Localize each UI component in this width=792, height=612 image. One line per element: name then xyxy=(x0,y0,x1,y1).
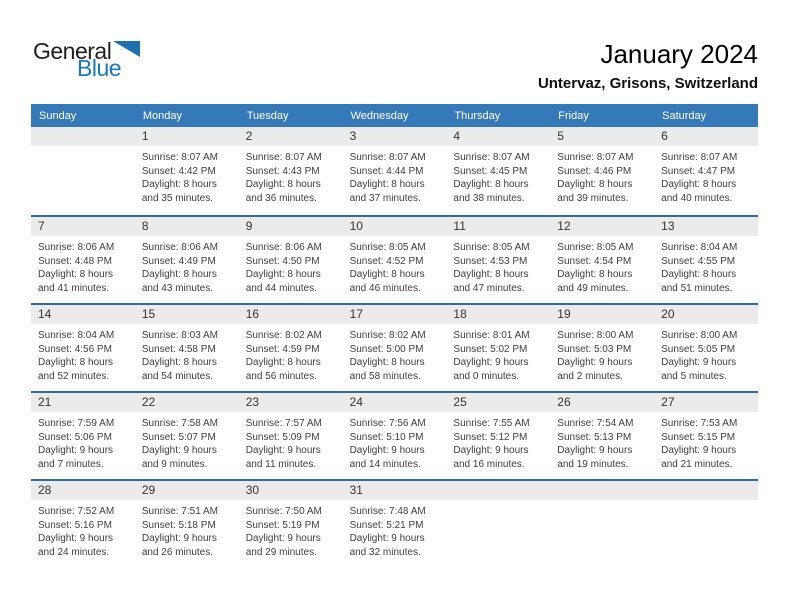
sunrise-line: Sunrise: 8:03 AM xyxy=(141,330,218,341)
daylight-line-1: Daylight: 8 hours xyxy=(245,179,321,190)
day-cell xyxy=(239,393,343,479)
daylight-line-2: and 54 minutes. xyxy=(141,370,214,382)
day-number: 23 xyxy=(239,393,343,412)
sunset-line: Sunset: 5:03 PM xyxy=(557,343,632,355)
day-details xyxy=(239,324,343,383)
day-details xyxy=(31,324,135,383)
weekday-header-row xyxy=(31,104,758,127)
day-cell xyxy=(654,217,758,303)
daylight-line-2: and 35 minutes. xyxy=(141,192,214,204)
sunrise-line: Sunrise: 7:52 AM xyxy=(38,506,115,517)
day-cell xyxy=(550,127,654,215)
week-row xyxy=(31,391,758,479)
daylight-line-1: Daylight: 8 hours xyxy=(453,269,529,280)
day-details xyxy=(135,324,239,383)
sunrise-line: Sunrise: 7:48 AM xyxy=(349,506,426,517)
daylight-line-2: and 7 minutes. xyxy=(38,458,104,470)
daylight-line-1: Daylight: 8 hours xyxy=(349,179,425,190)
title-block xyxy=(538,40,758,92)
daylight-line-2: and 26 minutes. xyxy=(141,546,214,558)
day-cell xyxy=(31,393,135,479)
day-details xyxy=(343,146,447,205)
day-number: 3 xyxy=(343,127,447,146)
sunset-line: Sunset: 4:53 PM xyxy=(453,255,528,267)
sunrise-line: Sunrise: 7:59 AM xyxy=(38,418,115,429)
daylight-line-1: Daylight: 9 hours xyxy=(38,533,114,544)
day-details xyxy=(239,236,343,295)
sunrise-line: Sunrise: 8:02 AM xyxy=(349,330,426,341)
location-subtitle: Untervaz, Grisons, Switzerland xyxy=(537,75,758,92)
sunset-line: Sunset: 5:00 PM xyxy=(349,343,424,355)
daylight-line-2: and 51 minutes. xyxy=(661,282,733,294)
sunrise-line: Sunrise: 8:07 AM xyxy=(661,152,738,163)
daylight-line-2: and 32 minutes. xyxy=(349,546,421,558)
daylight-line-2: and 16 minutes. xyxy=(453,458,525,470)
sunrise-line: Sunrise: 8:07 AM xyxy=(557,152,634,163)
sunrise-line: Sunrise: 8:05 AM xyxy=(557,242,634,253)
daylight-line-1: Daylight: 8 hours xyxy=(141,269,217,280)
day-details xyxy=(550,146,654,205)
daylight-line-1: Daylight: 8 hours xyxy=(38,357,114,368)
sunrise-line: Sunrise: 7:54 AM xyxy=(557,418,634,429)
day-details xyxy=(654,146,758,205)
daylight-line-1: Daylight: 9 hours xyxy=(453,445,529,456)
day-cell xyxy=(239,481,343,567)
sunrise-line: Sunrise: 7:57 AM xyxy=(245,418,322,429)
daylight-line-2: and 14 minutes. xyxy=(349,458,421,470)
sunrise-line: Sunrise: 8:00 AM xyxy=(557,330,634,341)
day-cell xyxy=(343,481,447,567)
sunrise-line: Sunrise: 8:06 AM xyxy=(245,242,322,253)
day-details xyxy=(239,500,343,559)
daylight-line-1: Daylight: 9 hours xyxy=(38,445,114,456)
day-cell xyxy=(239,127,343,215)
empty-day-cell xyxy=(654,481,758,567)
day-cell xyxy=(550,305,654,391)
weekday-header-saturday: Saturday xyxy=(662,109,707,122)
sunset-line: Sunset: 4:55 PM xyxy=(661,255,736,267)
day-number: 19 xyxy=(550,305,654,324)
sunset-line: Sunset: 4:58 PM xyxy=(141,343,216,355)
sunrise-line: Sunrise: 8:07 AM xyxy=(349,152,426,163)
sunset-line: Sunset: 4:52 PM xyxy=(349,255,424,267)
day-number: 30 xyxy=(239,481,343,500)
general-blue-logo xyxy=(33,38,140,81)
day-number: 4 xyxy=(446,127,550,146)
day-cell xyxy=(654,305,758,391)
daylight-line-2: and 39 minutes. xyxy=(557,192,629,204)
sunrise-line: Sunrise: 7:53 AM xyxy=(661,418,738,429)
day-details xyxy=(654,236,758,295)
sunrise-line: Sunrise: 7:58 AM xyxy=(141,418,218,429)
sunset-line: Sunset: 4:46 PM xyxy=(557,165,632,177)
logo-general-text: General xyxy=(33,38,112,64)
daylight-line-2: and 38 minutes. xyxy=(453,192,525,204)
daylight-line-2: and 9 minutes. xyxy=(141,458,208,470)
day-cell xyxy=(654,393,758,479)
sunrise-line: Sunrise: 8:07 AM xyxy=(453,152,530,163)
sunset-line: Sunset: 5:02 PM xyxy=(453,343,528,355)
weekday-header-sunday: Sunday xyxy=(39,109,77,122)
day-details xyxy=(343,236,447,295)
day-cell xyxy=(31,481,135,567)
sunset-line: Sunset: 5:21 PM xyxy=(349,519,424,531)
sunset-line: Sunset: 4:54 PM xyxy=(557,255,632,267)
weekday-header-friday: Friday xyxy=(558,109,589,122)
sunrise-line: Sunrise: 8:04 AM xyxy=(38,330,115,341)
day-cell xyxy=(239,217,343,303)
sunset-line: Sunset: 4:49 PM xyxy=(141,255,216,267)
sunrise-line: Sunrise: 8:01 AM xyxy=(453,330,530,341)
daylight-line-1: Daylight: 9 hours xyxy=(661,357,737,368)
daylight-line-1: Daylight: 8 hours xyxy=(661,179,737,190)
day-cell xyxy=(135,393,239,479)
day-cell xyxy=(31,217,135,303)
day-cell xyxy=(550,217,654,303)
daylight-line-1: Daylight: 8 hours xyxy=(661,269,737,280)
daylight-line-2: and 43 minutes. xyxy=(141,282,214,294)
sunrise-line: Sunrise: 8:06 AM xyxy=(141,242,218,253)
daylight-line-1: Daylight: 8 hours xyxy=(349,357,425,368)
day-cell xyxy=(446,305,550,391)
page-title: January 2024 xyxy=(600,39,758,69)
daylight-line-1: Daylight: 9 hours xyxy=(141,445,217,456)
empty-day-cell xyxy=(31,127,135,215)
day-details xyxy=(135,236,239,295)
day-number: 15 xyxy=(135,305,239,324)
day-number: 14 xyxy=(31,305,135,324)
daylight-line-2: and 47 minutes. xyxy=(453,282,525,294)
daylight-line-2: and 56 minutes. xyxy=(245,370,317,382)
day-details xyxy=(135,500,239,559)
day-number: 20 xyxy=(654,305,758,324)
sunrise-line: Sunrise: 7:55 AM xyxy=(453,418,530,429)
day-number: 2 xyxy=(239,127,343,146)
weekday-header-wednesday: Wednesday xyxy=(350,109,409,122)
daylight-line-1: Daylight: 8 hours xyxy=(245,357,321,368)
week-row xyxy=(31,215,758,303)
sunset-line: Sunset: 5:15 PM xyxy=(661,431,736,443)
day-number xyxy=(31,127,135,146)
daylight-line-2: and 41 minutes. xyxy=(38,282,110,294)
daylight-line-2: and 49 minutes. xyxy=(557,282,629,294)
sunset-line: Sunset: 5:13 PM xyxy=(557,431,632,443)
sunrise-line: Sunrise: 8:05 AM xyxy=(349,242,426,253)
day-cell xyxy=(31,305,135,391)
empty-day-cell xyxy=(550,481,654,567)
day-cell xyxy=(654,127,758,215)
daylight-line-2: and 24 minutes. xyxy=(38,546,110,558)
day-details xyxy=(31,412,135,471)
daylight-line-1: Daylight: 9 hours xyxy=(245,445,321,456)
sunset-line: Sunset: 5:18 PM xyxy=(141,519,216,531)
day-number: 27 xyxy=(654,393,758,412)
sunrise-line: Sunrise: 7:51 AM xyxy=(141,506,218,517)
sunrise-line: Sunrise: 7:50 AM xyxy=(245,506,322,517)
day-details xyxy=(550,236,654,295)
day-number: 17 xyxy=(343,305,447,324)
logo-blue-text: Blue xyxy=(77,55,122,81)
sunset-line: Sunset: 4:47 PM xyxy=(661,165,736,177)
daylight-line-1: Daylight: 9 hours xyxy=(349,445,425,456)
day-number xyxy=(446,481,550,500)
daylight-line-2: and 58 minutes. xyxy=(349,370,421,382)
weekday-header-thursday: Thursday xyxy=(454,109,501,122)
sunset-line: Sunset: 4:43 PM xyxy=(245,165,320,177)
daylight-line-2: and 2 minutes. xyxy=(557,370,623,382)
day-number: 11 xyxy=(446,217,550,236)
sunrise-line: Sunrise: 8:06 AM xyxy=(38,242,115,253)
sunrise-line: Sunrise: 8:04 AM xyxy=(661,242,738,253)
daylight-line-2: and 19 minutes. xyxy=(557,458,629,470)
sunset-line: Sunset: 4:48 PM xyxy=(38,255,112,267)
daylight-line-2: and 29 minutes. xyxy=(245,546,317,558)
daylight-line-1: Daylight: 9 hours xyxy=(349,533,425,544)
day-cell xyxy=(343,127,447,215)
sunset-line: Sunset: 5:09 PM xyxy=(245,431,320,443)
day-cell xyxy=(135,305,239,391)
sunset-line: Sunset: 5:19 PM xyxy=(245,519,320,531)
daylight-line-2: and 5 minutes. xyxy=(661,370,727,382)
day-cell xyxy=(343,217,447,303)
daylight-line-2: and 11 minutes. xyxy=(245,458,317,470)
day-details xyxy=(550,412,654,471)
day-details xyxy=(239,146,343,205)
daylight-line-1: Daylight: 9 hours xyxy=(557,357,633,368)
daylight-line-1: Daylight: 8 hours xyxy=(38,269,114,280)
daylight-line-2: and 44 minutes. xyxy=(245,282,317,294)
day-details xyxy=(446,412,550,471)
week-row xyxy=(31,127,758,215)
day-cell xyxy=(239,305,343,391)
daylight-line-1: Daylight: 8 hours xyxy=(557,179,633,190)
day-number: 13 xyxy=(654,217,758,236)
day-cell xyxy=(135,481,239,567)
day-number: 10 xyxy=(343,217,447,236)
daylight-line-1: Daylight: 8 hours xyxy=(245,269,321,280)
day-number: 7 xyxy=(31,217,135,236)
daylight-line-1: Daylight: 8 hours xyxy=(557,269,633,280)
daylight-line-2: and 21 minutes. xyxy=(661,458,733,470)
daylight-line-1: Daylight: 9 hours xyxy=(245,533,321,544)
sunrise-line: Sunrise: 8:02 AM xyxy=(245,330,322,341)
sunset-line: Sunset: 5:05 PM xyxy=(661,343,736,355)
sunrise-line: Sunrise: 8:05 AM xyxy=(453,242,530,253)
sunset-line: Sunset: 5:16 PM xyxy=(38,519,112,531)
day-details xyxy=(31,500,135,559)
day-number: 8 xyxy=(135,217,239,236)
empty-day-cell xyxy=(446,481,550,567)
day-number: 16 xyxy=(239,305,343,324)
day-number xyxy=(654,481,758,500)
daylight-line-2: and 0 minutes. xyxy=(453,370,520,382)
daylight-line-1: Daylight: 8 hours xyxy=(141,357,217,368)
day-number: 18 xyxy=(446,305,550,324)
day-cell xyxy=(343,305,447,391)
day-number: 31 xyxy=(343,481,447,500)
sunset-line: Sunset: 4:59 PM xyxy=(245,343,320,355)
day-number: 12 xyxy=(550,217,654,236)
day-details xyxy=(446,146,550,205)
day-details xyxy=(343,324,447,383)
daylight-line-1: Daylight: 9 hours xyxy=(661,445,737,456)
day-cell xyxy=(135,127,239,215)
daylight-line-2: and 40 minutes. xyxy=(661,192,733,204)
day-cell xyxy=(550,393,654,479)
sunrise-line: Sunrise: 7:56 AM xyxy=(349,418,426,429)
day-number xyxy=(550,481,654,500)
daylight-line-1: Daylight: 8 hours xyxy=(453,179,529,190)
daylight-line-1: Daylight: 8 hours xyxy=(349,269,425,280)
day-number: 24 xyxy=(343,393,447,412)
daylight-line-1: Daylight: 8 hours xyxy=(141,179,217,190)
week-row xyxy=(31,303,758,391)
day-number: 25 xyxy=(446,393,550,412)
day-details xyxy=(550,324,654,383)
sunset-line: Sunset: 4:44 PM xyxy=(349,165,424,177)
day-number: 22 xyxy=(135,393,239,412)
daylight-line-1: Daylight: 9 hours xyxy=(453,357,529,368)
day-cell xyxy=(446,127,550,215)
weekday-header-tuesday: Tuesday xyxy=(246,109,289,122)
sunset-line: Sunset: 4:56 PM xyxy=(38,343,112,355)
day-number: 1 xyxy=(135,127,239,146)
day-number: 28 xyxy=(31,481,135,500)
daylight-line-2: and 37 minutes. xyxy=(349,192,421,204)
sunset-line: Sunset: 4:50 PM xyxy=(245,255,320,267)
sunset-line: Sunset: 5:10 PM xyxy=(349,431,424,443)
sunset-line: Sunset: 4:42 PM xyxy=(141,165,216,177)
day-details xyxy=(343,500,447,559)
weekday-header-monday: Monday xyxy=(142,109,182,122)
sunset-line: Sunset: 4:45 PM xyxy=(453,165,528,177)
daylight-line-2: and 46 minutes. xyxy=(349,282,421,294)
daylight-line-2: and 36 minutes. xyxy=(245,192,317,204)
week-row xyxy=(31,479,758,567)
daylight-line-2: and 52 minutes. xyxy=(38,370,110,382)
day-details xyxy=(654,412,758,471)
day-cell xyxy=(446,393,550,479)
calendar-grid xyxy=(31,127,758,567)
day-number: 5 xyxy=(550,127,654,146)
day-details xyxy=(239,412,343,471)
day-cell xyxy=(135,217,239,303)
daylight-line-1: Daylight: 9 hours xyxy=(557,445,633,456)
sunrise-line: Sunrise: 8:07 AM xyxy=(245,152,322,163)
sunrise-line: Sunrise: 8:00 AM xyxy=(661,330,738,341)
daylight-line-1: Daylight: 9 hours xyxy=(141,533,217,544)
day-details xyxy=(135,146,239,205)
day-number: 26 xyxy=(550,393,654,412)
sunset-line: Sunset: 5:12 PM xyxy=(453,431,528,443)
day-number: 21 xyxy=(31,393,135,412)
sunrise-line: Sunrise: 8:07 AM xyxy=(141,152,218,163)
day-details xyxy=(446,236,550,295)
day-number: 9 xyxy=(239,217,343,236)
day-details xyxy=(446,324,550,383)
day-number: 6 xyxy=(654,127,758,146)
day-number: 29 xyxy=(135,481,239,500)
day-details xyxy=(31,236,135,295)
calendar-table xyxy=(31,104,758,567)
day-details xyxy=(135,412,239,471)
day-cell xyxy=(446,217,550,303)
day-details xyxy=(654,324,758,383)
day-cell xyxy=(343,393,447,479)
day-details xyxy=(343,412,447,471)
sunset-line: Sunset: 5:07 PM xyxy=(141,431,216,443)
sunset-line: Sunset: 5:06 PM xyxy=(38,431,112,443)
